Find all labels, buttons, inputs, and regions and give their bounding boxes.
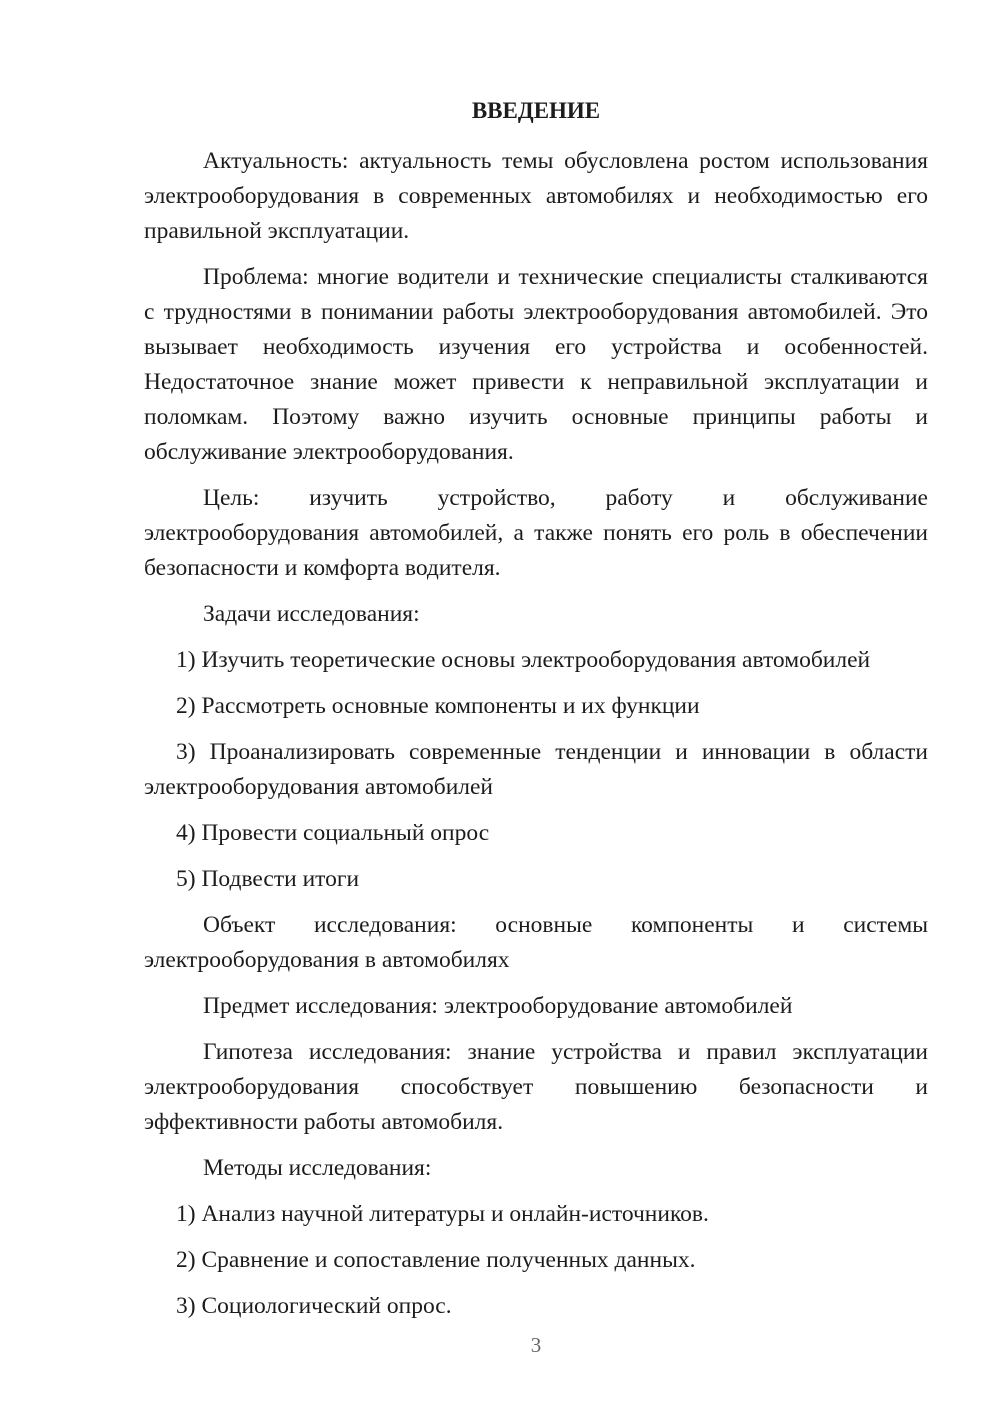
goal-paragraph: Цель: изучить устройство, работу и обслуживание электрооборудования автомобилей, а также понять его роль в обеспечении безопасности и комфорта водителя.	[144, 485, 928, 581]
subject-paragraph: Предмет исследования: электрооборудование автомобилей	[203, 993, 793, 1019]
document-page	[144, 96, 928, 1335]
task-item-5: 5) Подвести итоги	[176, 866, 360, 892]
methods-heading: Методы исследования:	[203, 1155, 432, 1181]
task-item-2: 2) Рассмотреть основные компоненты и их функции	[176, 693, 700, 719]
page-title: ВВЕДЕНИЕ	[471, 98, 601, 123]
task-item-1: 1) Изучить теоретические основы электрооборудования автомобилей	[176, 647, 871, 673]
task-item-4: 4) Провести социальный опрос	[176, 820, 490, 846]
method-item-1: 1) Анализ научной литературы и онлайн-источников.	[176, 1201, 709, 1227]
method-item-3: 3) Социологический опрос.	[176, 1293, 452, 1319]
task-item-3: 3) Проанализировать современные тенденции и инновации в области электрооборудования автомобилей	[144, 739, 928, 800]
tasks-heading: Задачи исследования:	[203, 601, 420, 627]
hypothesis-paragraph: Гипотеза исследования: знание устройства и правил эксплуатации электрооборудования способствует повышению безопасности и эффективности работы автомобиля.	[144, 1039, 928, 1135]
problem-paragraph: Проблема: многие водители и технические специалисты сталкиваются с трудностями в понимании работы электрооборудования автомобилей. Это вызывает необходимость изучения его устройства и особенностей. Недостаточное знание может привести к неправильной эксплуатации и поломкам. Поэтому важно изучить основные принципы работы и обслуживание электрооборудования.	[144, 264, 928, 465]
page-number: 3	[530, 1333, 542, 1357]
method-item-2: 2) Сравнение и сопоставление полученных данных.	[176, 1247, 696, 1273]
object-paragraph: Объект исследования: основные компоненты и системы электрооборудования в автомобилях	[144, 912, 928, 973]
relevance-paragraph: Актуальность: актуальность темы обусловлена ростом использования электрооборудования в современных автомобилях и необходимостью его правильной эксплуатации.	[144, 148, 928, 244]
